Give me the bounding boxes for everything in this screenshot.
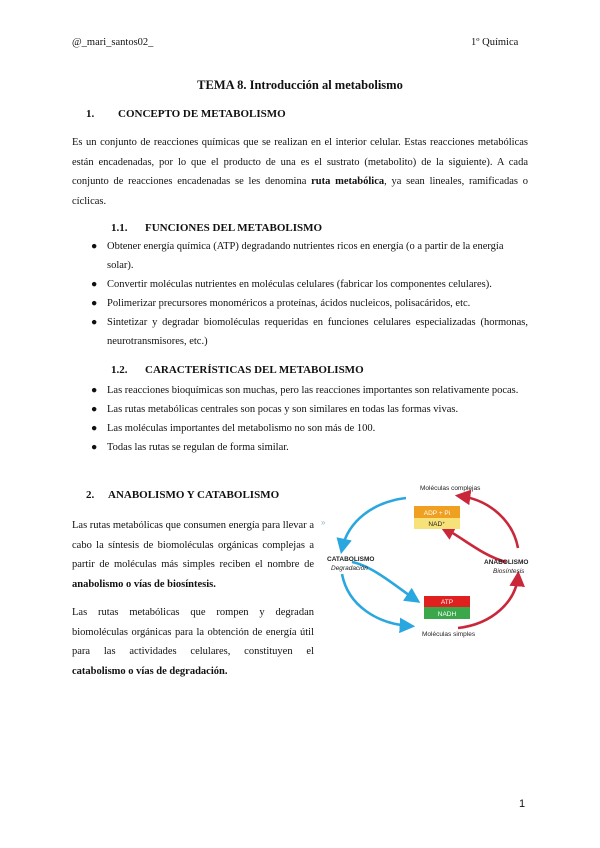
list-item-text: Polimerizar precursores monoméricos a proteínas, ácidos nucleicos, polisacáridos, etc. xyxy=(107,298,471,309)
list-item: ● Polimerizar precursores monoméricos a proteínas, ácidos nucleicos, polisacáridos, etc. xyxy=(91,298,471,309)
page-number: 1 xyxy=(519,798,526,810)
label-complex-molecules: Moléculas complejas xyxy=(420,485,481,492)
section-1-1-heading xyxy=(111,222,322,234)
section-1-2-title: CARACTERÍSTICAS DEL METABOLISMO xyxy=(145,364,364,376)
label-biosintesis: Biosíntesis xyxy=(493,568,525,575)
anabolism-arrow-energy xyxy=(444,528,506,562)
label-nad: NAD⁺ xyxy=(428,521,446,528)
list-item: ● Las moléculas importantes del metabolismo no son más de 100. xyxy=(91,423,376,434)
term-ruta-metabolica: ruta metabólica xyxy=(311,176,385,187)
list-item-text: Sintetizar y degradar biomoléculas requeridas en funciones celulares especializadas (hormonas, neurotransmisores, etc.) xyxy=(107,317,528,347)
term-anabolismo: anabolismo o vías de biosíntesis. xyxy=(72,578,216,590)
list-item-text: Las moléculas importantes del metabolismo no son más de 100. xyxy=(107,423,376,434)
section-1-paragraph xyxy=(72,133,528,211)
list-item: ● Las rutas metabólicas centrales son pocas y son similares en todas las formas vivas. xyxy=(91,404,459,415)
paragraph-text: Es un conjunto de reacciones químicas que se realizan en el interior celular. Estas reacciones metabólicas están encadenadas, por lo que el producto de una es el sustrato (metabolito) de la siguiente). A cada conjunto de reacciones encadenadas se les denomina xyxy=(72,137,528,187)
section-1-1-number: 1.1. xyxy=(111,222,128,234)
list-item: ● Las reacciones bioquímicas son muchas, pero las reacciones importantes son relativamente pocas. xyxy=(91,385,519,396)
paragraph-text: Las rutas metabólicas que consumen energía para llevar a cabo la síntesis de biomoléculas orgánicas complejas a partir de moléculas más simples reciben el nombre de xyxy=(72,520,314,570)
list-item-text: Convertir moléculas nutrientes en moléculas celulares (fabricar los componentes celulares). xyxy=(107,279,492,290)
section-1-number: 1. xyxy=(86,108,95,120)
functions-list xyxy=(91,237,528,351)
header-author: @_mari_santos02_ xyxy=(72,37,154,48)
label-nadh: NADH xyxy=(437,611,457,618)
catabolism-arrow-bottom xyxy=(342,574,410,626)
section-1-title: CONCEPTO DE METABOLISMO xyxy=(118,108,286,120)
section-1-2-heading xyxy=(111,364,364,376)
anabolism-paragraph xyxy=(72,516,314,594)
label-anabolismo: ANABOLISMO xyxy=(484,559,529,566)
section-2-heading xyxy=(86,489,279,501)
list-item-text: Todas las rutas se regulan de forma similar. xyxy=(107,442,289,453)
list-item-text: Las rutas metabólicas centrales son pocas y son similares en todas las formas vivas. xyxy=(107,404,459,415)
label-simple-molecules: Moléculas simples xyxy=(422,631,476,638)
list-item: ● Todas las rutas se regulan de forma similar. xyxy=(91,442,289,453)
catabolism-arrow-top xyxy=(342,498,406,549)
paragraph-text: Las rutas metabólicas que rompen y degradan biomoléculas orgánicas para la obtención de energía útil para las actividades celulares, constituyen el xyxy=(72,607,314,657)
anabolism-arrow-top xyxy=(460,496,518,548)
catabolism-paragraph xyxy=(72,603,314,681)
list-item-text: Las reacciones bioquímicas son muchas, pero las reacciones importantes son relativamente pocas. xyxy=(107,385,519,396)
section-2-title: ANABOLISMO Y CATABOLISMO xyxy=(108,489,280,501)
section-1-1-title: FUNCIONES DEL METABOLISMO xyxy=(145,222,323,234)
paragraph-text: , ya sean lineales, ramificadas o cíclicas. xyxy=(72,176,528,207)
term-catabolismo: catabolismo o vías de degradación. xyxy=(72,665,228,677)
label-degradacion: Degradación xyxy=(331,565,368,572)
section-2-number: 2. xyxy=(86,489,95,501)
label-catabolismo: CATABOLISMO xyxy=(327,556,375,563)
section-1-heading xyxy=(86,108,286,120)
page-title: TEMA 8. Introducción al metabolismo xyxy=(197,78,403,92)
small-mark-icon: » xyxy=(321,518,326,527)
section-1-2-number: 1.2. xyxy=(111,364,128,376)
label-atp: ATP xyxy=(440,599,454,606)
header-course: 1º Química xyxy=(471,37,519,48)
list-item: ● Obtener energía química (ATP) degradando nutrientes ricos en energía (o a partir de la energía solar). xyxy=(91,241,504,271)
metabolism-cycle-diagram xyxy=(318,476,540,644)
list-item: ● Sintetizar y degradar biomoléculas requeridas en funciones celulares especializadas (hormonas, neurotransmisores, etc.) xyxy=(91,317,528,347)
label-adp: ADP + Pi xyxy=(423,510,451,517)
list-item-text: Obtener energía química (ATP) degradando nutrientes ricos en energía (o a partir de la energía solar). xyxy=(107,241,504,271)
list-item: ● Convertir moléculas nutrientes en moléculas celulares (fabricar los componentes celulares). xyxy=(91,279,492,290)
characteristics-list xyxy=(91,381,528,457)
